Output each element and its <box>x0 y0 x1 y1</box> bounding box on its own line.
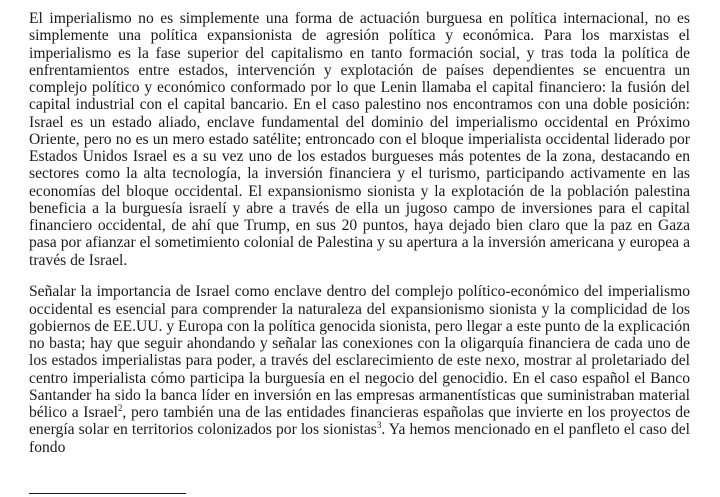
paragraph-imperialism: El imperialismo no es simplemente una forma de actuación burguesa en política internacional, no es simplemente una política expansionista de agresión política y económica. Para los marxistas el imperialismo es la fase superior del capitalismo en tanto formación social, y tras toda la política de enfrentamientos entre estados, intervención y explotación de países dependientes se encuentra un complejo político y económico conformado por lo que Lenin llamaba el capital financiero: la fusión del capital industrial con el capital bancario. En el caso palestino nos encontramos con una doble posición: Israel es un estado aliado, enclave fundamental del dominio del imperialismo occidental en Próximo Oriente, pero no es un mero estado satélite; entroncado con el bloque imperialista occidental liderado por Estados Unidos Israel es a su vez uno de los estados burgueses más potentes de la zona, destacando en sectores como la alta tecnología, la inversión financiera y el turismo, participando activamente en las economías del bloque occidental. El expansionismo sionista y la explotación de la población palestina beneficia a la burguesía israelí y abre a través de ella un jugoso campo de inversiones para el capital financiero occidental, de ahí que Trump, en sus 20 puntos, haya dejado bien claro que la paz en Gaza pasa por afianzar el sometimiento colonial de Palestina y su apertura a la inversión americana y europea a través de Israel. <box>29 10 690 269</box>
footnote-separator <box>29 493 186 494</box>
paragraph-text: . Ya hemos mencionado en el panfleto el caso del fondo <box>29 421 690 456</box>
footnote-reference: 2 <box>117 402 123 413</box>
footnote-reference: 3 <box>376 420 382 431</box>
paragraph-text: , pero también una de las entidades financieras españolas que invierte en los proyectos de energía solar en territorios colonizados por los sionistas <box>29 404 690 439</box>
paragraph-israel-enclave <box>29 283 690 456</box>
paragraph-text: Señalar la importancia de Israel como enclave dentro del complejo político-económico del imperialismo occidental es esencial para comprender la naturaleza del expansionismo sionista y la complicidad de los gobiernos de EE.UU. y Europa con la política genocida sionista, pero llegar a este punto de la explicación no basta; hay que seguir ahondando y señalar las conexiones con la oligarquía financiera de cada uno de los estados imperialistas para poder, a través del esclarecimiento de este nexo, mostrar al proletariado del centro imperialista cómo participa la burguesía en el negocio del genocidio. En el caso español el Banco Santander ha sido la banca líder en inversión en las empresas armanentísticas que suministraban material bélico a Israel <box>29 283 690 421</box>
document-body <box>29 10 690 456</box>
